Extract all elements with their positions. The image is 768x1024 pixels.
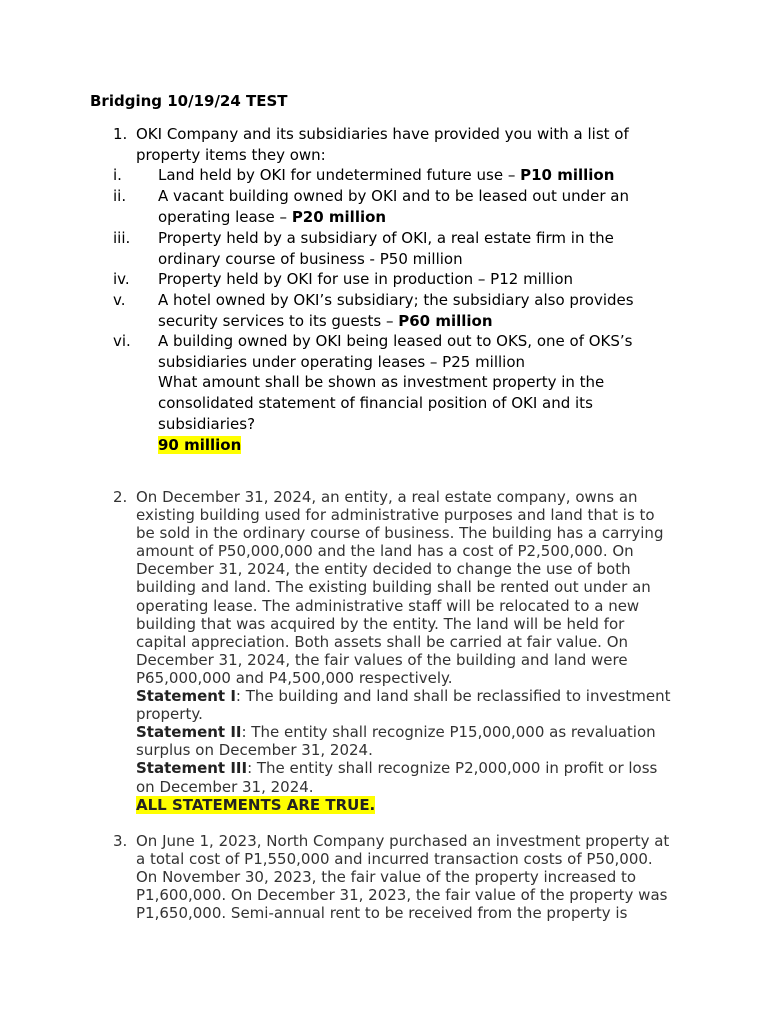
question-2-line: building that was acquired by the entity. The land will be held for <box>136 614 625 633</box>
statement-text: on December 31, 2024. <box>136 777 314 796</box>
item-text: A building owned by OKI being leased out to OKS, one of OKS’s <box>158 332 633 350</box>
question-1-answer: 90 million <box>158 435 242 454</box>
item-amount: P20 million <box>291 207 387 226</box>
item-numeral: i. <box>113 166 122 184</box>
item-text: A hotel owned by OKI’s subsidiary; the subsidiary also provides <box>158 291 634 309</box>
question-3-line: On June 1, 2023, North Company purchased an investment property at <box>136 832 670 850</box>
statement-text: : The entity shall recognize P15,000,000 as revaluation <box>241 723 656 742</box>
statement-text: : The building and land shall be reclassified to investment <box>235 687 671 706</box>
item-text: ordinary course of business - P50 million <box>158 249 463 268</box>
statement-label: Statement I <box>136 687 236 706</box>
item-numeral: vi. <box>113 332 131 350</box>
question-3-line: a total cost of P1,550,000 and incurred transaction costs of P50,000. <box>136 850 653 869</box>
question-1-prompt: consolidated statement of financial position of OKI and its <box>158 394 593 413</box>
question-2-line: operating lease. The administrative staff will be relocated to a new <box>136 596 640 615</box>
question-2-number: 2. <box>113 488 128 506</box>
question-1-prompt: What amount shall be shown as investment property in the <box>158 373 605 392</box>
question-2-line: be sold in the ordinary course of business. The building has a carrying <box>136 524 664 543</box>
statement-text: : The entity shall recognize P2,000,000 in profit or loss <box>247 759 658 778</box>
statement-text: surplus on December 31, 2024. <box>136 741 373 760</box>
question-1-number: 1. <box>113 125 128 143</box>
question-2-line: On December 31, 2024, an entity, a real estate company, owns an <box>136 488 638 506</box>
question-1-intro-line: property items they own: <box>136 145 326 164</box>
item-numeral: iv. <box>113 270 130 288</box>
question-3-number: 3. <box>113 832 128 850</box>
question-2-line: P65,000,000 and P4,500,000 respectively. <box>136 668 453 687</box>
statement-text: property. <box>136 705 203 724</box>
list-item <box>158 165 658 186</box>
statement-label: Statement III <box>136 759 248 778</box>
item-text: operating lease – <box>158 207 292 226</box>
item-text: Property held by a subsidiary of OKI, a real estate firm in the <box>158 229 614 247</box>
list-item <box>158 228 658 269</box>
item-text: A vacant building owned by OKI and to be leased out under an <box>158 187 629 205</box>
item-amount: P10 million <box>520 166 615 184</box>
document-title: Bridging 10/19/24 TEST <box>90 92 288 110</box>
item-numeral: v. <box>113 291 126 309</box>
question-3-line: P1,650,000. Semi-annual rent to be received from the property is <box>136 904 628 923</box>
question-1-intro <box>136 124 656 165</box>
question-2-answer: ALL STATEMENTS ARE TRUE. <box>136 795 376 814</box>
statement-label: Statement II <box>136 723 242 742</box>
question-1-prompt: subsidiaries? <box>158 414 256 433</box>
question-2-line: existing building used for administrative purposes and land that is to <box>136 506 655 525</box>
question-3-line: P1,600,000. On December 31, 2023, the fair value of the property was <box>136 886 668 905</box>
item-numeral: ii. <box>113 187 127 205</box>
question-3-line: On November 30, 2023, the fair value of the property increased to <box>136 868 637 887</box>
item-text: security services to its guests – <box>158 311 399 330</box>
item-text: Property held by OKI for use in production – P12 million <box>158 270 574 288</box>
question-2-line: December 31, 2024, the entity decided to change the use of both <box>136 560 631 579</box>
question-2-line: December 31, 2024, the fair values of the building and land were <box>136 650 628 669</box>
question-2-line: amount of P50,000,000 and the land has a cost of P2,500,000. On <box>136 542 634 561</box>
list-item <box>158 269 658 290</box>
question-2-line: building and land. The existing building shall be rented out under an <box>136 578 651 597</box>
list-item <box>158 331 658 455</box>
question-3-body <box>136 832 676 922</box>
question-2-line: capital appreciation. Both assets shall be carried at fair value. On <box>136 632 629 651</box>
question-1-intro-line: OKI Company and its subsidiaries have provided you with a list of <box>136 125 629 143</box>
item-amount: P60 million <box>398 311 493 330</box>
item-text: Land held by OKI for undetermined future use – <box>158 166 521 184</box>
list-item <box>158 186 658 227</box>
item-numeral: iii. <box>113 229 131 247</box>
list-item <box>158 290 658 331</box>
question-2-body <box>136 488 676 814</box>
item-text: subsidiaries under operating leases – P25 million <box>158 352 526 371</box>
